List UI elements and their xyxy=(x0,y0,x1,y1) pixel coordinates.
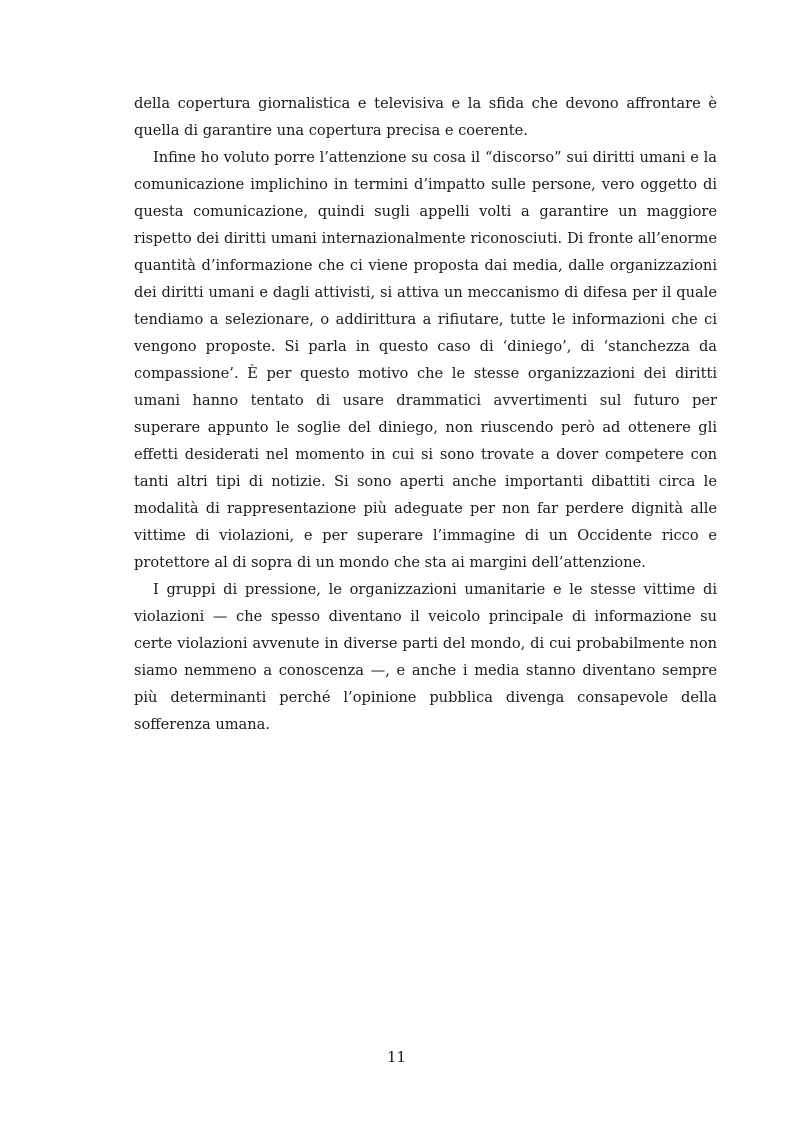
page-number: 11 xyxy=(386,1048,407,1066)
body-text xyxy=(134,90,717,738)
paragraph-continuation: della copertura giornalistica e televisiva e la sfida che devono affrontare è quella di garantire una copertura precisa e coerente. xyxy=(134,95,717,139)
paragraph-communication-impact: Infine ho voluto porre l’attenzione su cosa il “discorso” sui diritti umani e la comunicazione implichino in termini d’impatto sulle persone, vero oggetto di questa comunicazione, quindi sugli appelli volti a garantire un maggiore rispetto dei diritti umani internazionalmente riconosciuti. Di fronte all’enorme quantità d’informazione che ci viene proposta dai media, dalle organizzazioni dei diritti umani e dagli attivisti, si attiva un meccanismo di difesa per il quale tendiamo a selezionare, o addirittura a rifiutare, tutte le informazioni che ci vengono proposte. Si parla in questo caso di ‘diniego’, di ‘stanchezza da compassione’. È per questo motivo che le stesse organizzazioni dei diritti umani hanno tentato di usare drammatici avvertimenti sul futuro per superare appunto le soglie del diniego, non riuscendo però ad ottenere gli effetti desiderati nel momento in cui si sono trovate a dover competere con tanti altri tipi di notizie. Si sono aperti anche importanti dibattiti circa le modalità di rappresentazione più adeguate per non far perdere dignità alle vittime di violazioni, e per superare l’immagine di un Occidente ricco e protettore al di sopra di un mondo che sta ai margini dell’attenzione. xyxy=(134,149,717,571)
paragraph-pressure-groups: I gruppi di pressione, le organizzazioni umanitarie e le stesse vittime di violazioni — che spesso diventano il veicolo principale di informazione su certe violazioni avvenute in diverse parti del mondo, di cui probabilmente non siamo nemmeno a conoscenza —, e anche i media stanno diventano sempre più determinanti perché l’opinione pubblica divenga consapevole della sofferenza umana. xyxy=(134,581,717,733)
